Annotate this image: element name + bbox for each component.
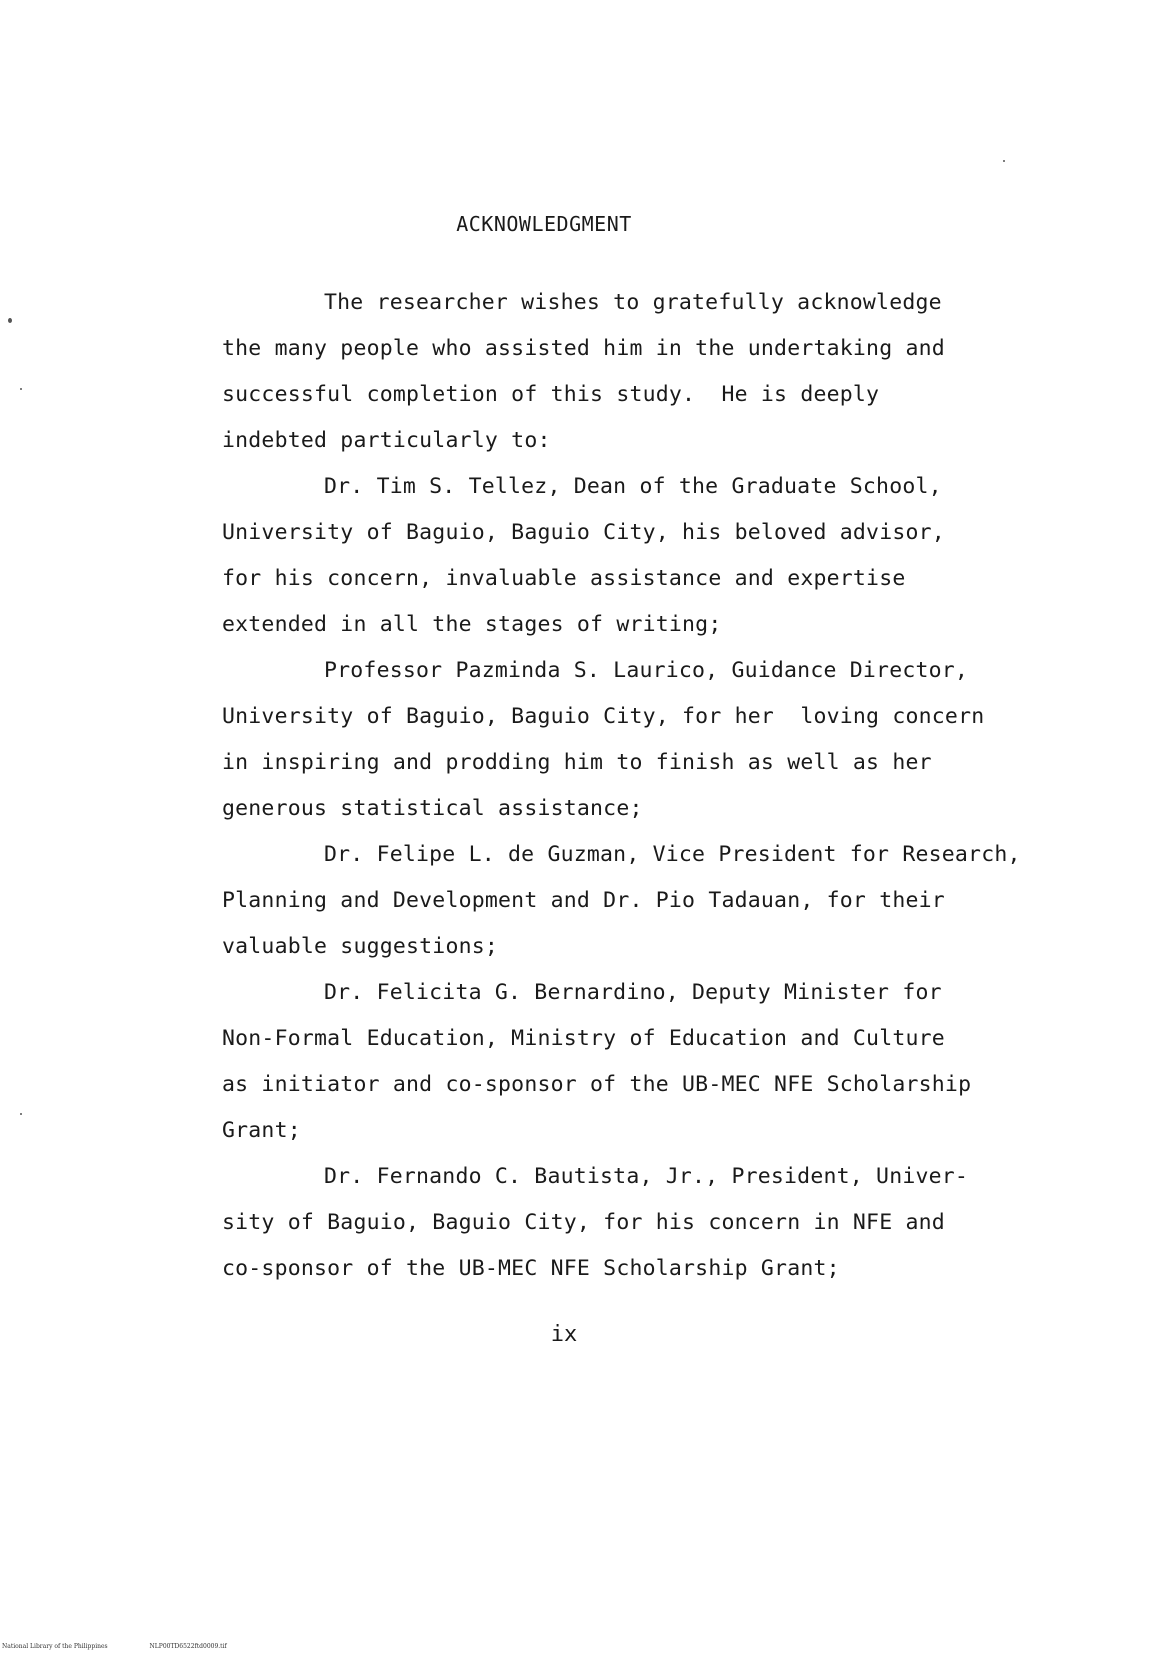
page-number: ix (550, 1322, 578, 1347)
text-line: Professor Pazminda S. Laurico, Guidance Director, (324, 658, 969, 683)
text-line: generous statistical assistance; (222, 796, 643, 821)
text-line: as initiator and co-sponsor of the UB-MEC NFE Scholarship (222, 1072, 972, 1097)
text-line: in inspiring and prodding him to finish as well as her (222, 750, 932, 775)
scan-speck (20, 1113, 22, 1115)
text-line: Grant; (222, 1118, 301, 1143)
text-line: University of Baguio, Baguio City, for her loving concern (222, 704, 985, 729)
page-title: ACKNOWLEDGMENT (456, 212, 632, 236)
scan-speck (8, 318, 12, 323)
text-line: Dr. Fernando C. Bautista, Jr., President, Univer- (324, 1164, 969, 1189)
text-line: sity of Baguio, Baguio City, for his concern in NFE and (222, 1210, 945, 1235)
text-line: the many people who assisted him in the undertaking and (222, 336, 945, 361)
text-line: Dr. Tim S. Tellez, Dean of the Graduate School, (324, 474, 942, 499)
footer-file: NLP00TD6522ftd0009.tif (149, 1643, 227, 1650)
text-line: indebted particularly to: (222, 428, 551, 453)
text-line: Non-Formal Education, Ministry of Education and Culture (222, 1026, 945, 1051)
text-line: valuable suggestions; (222, 934, 499, 959)
text-line: Dr. Felicita G. Bernardino, Deputy Minister for (324, 980, 942, 1005)
text-line: Dr. Felipe L. de Guzman, Vice President for Research, (324, 842, 1021, 867)
footer-library: National Library of the Philippines (2, 1643, 108, 1650)
scan-speck (1003, 160, 1005, 162)
acknowledgment-body (222, 280, 1102, 1292)
text-line: co-sponsor of the UB-MEC NFE Scholarship Grant; (222, 1256, 840, 1281)
text-line: The researcher wishes to gratefully acknowledge (324, 290, 942, 315)
text-line: Planning and Development and Dr. Pio Tadauan, for their (222, 888, 945, 913)
text-line: successful completion of this study. He is deeply (222, 382, 880, 407)
text-line: extended in all the stages of writing; (222, 612, 722, 637)
text-line: University of Baguio, Baguio City, his beloved advisor, (222, 520, 945, 545)
scan-speck (20, 388, 22, 390)
scan-footer (2, 1643, 227, 1650)
text-line: for his concern, invaluable assistance and expertise (222, 566, 906, 591)
